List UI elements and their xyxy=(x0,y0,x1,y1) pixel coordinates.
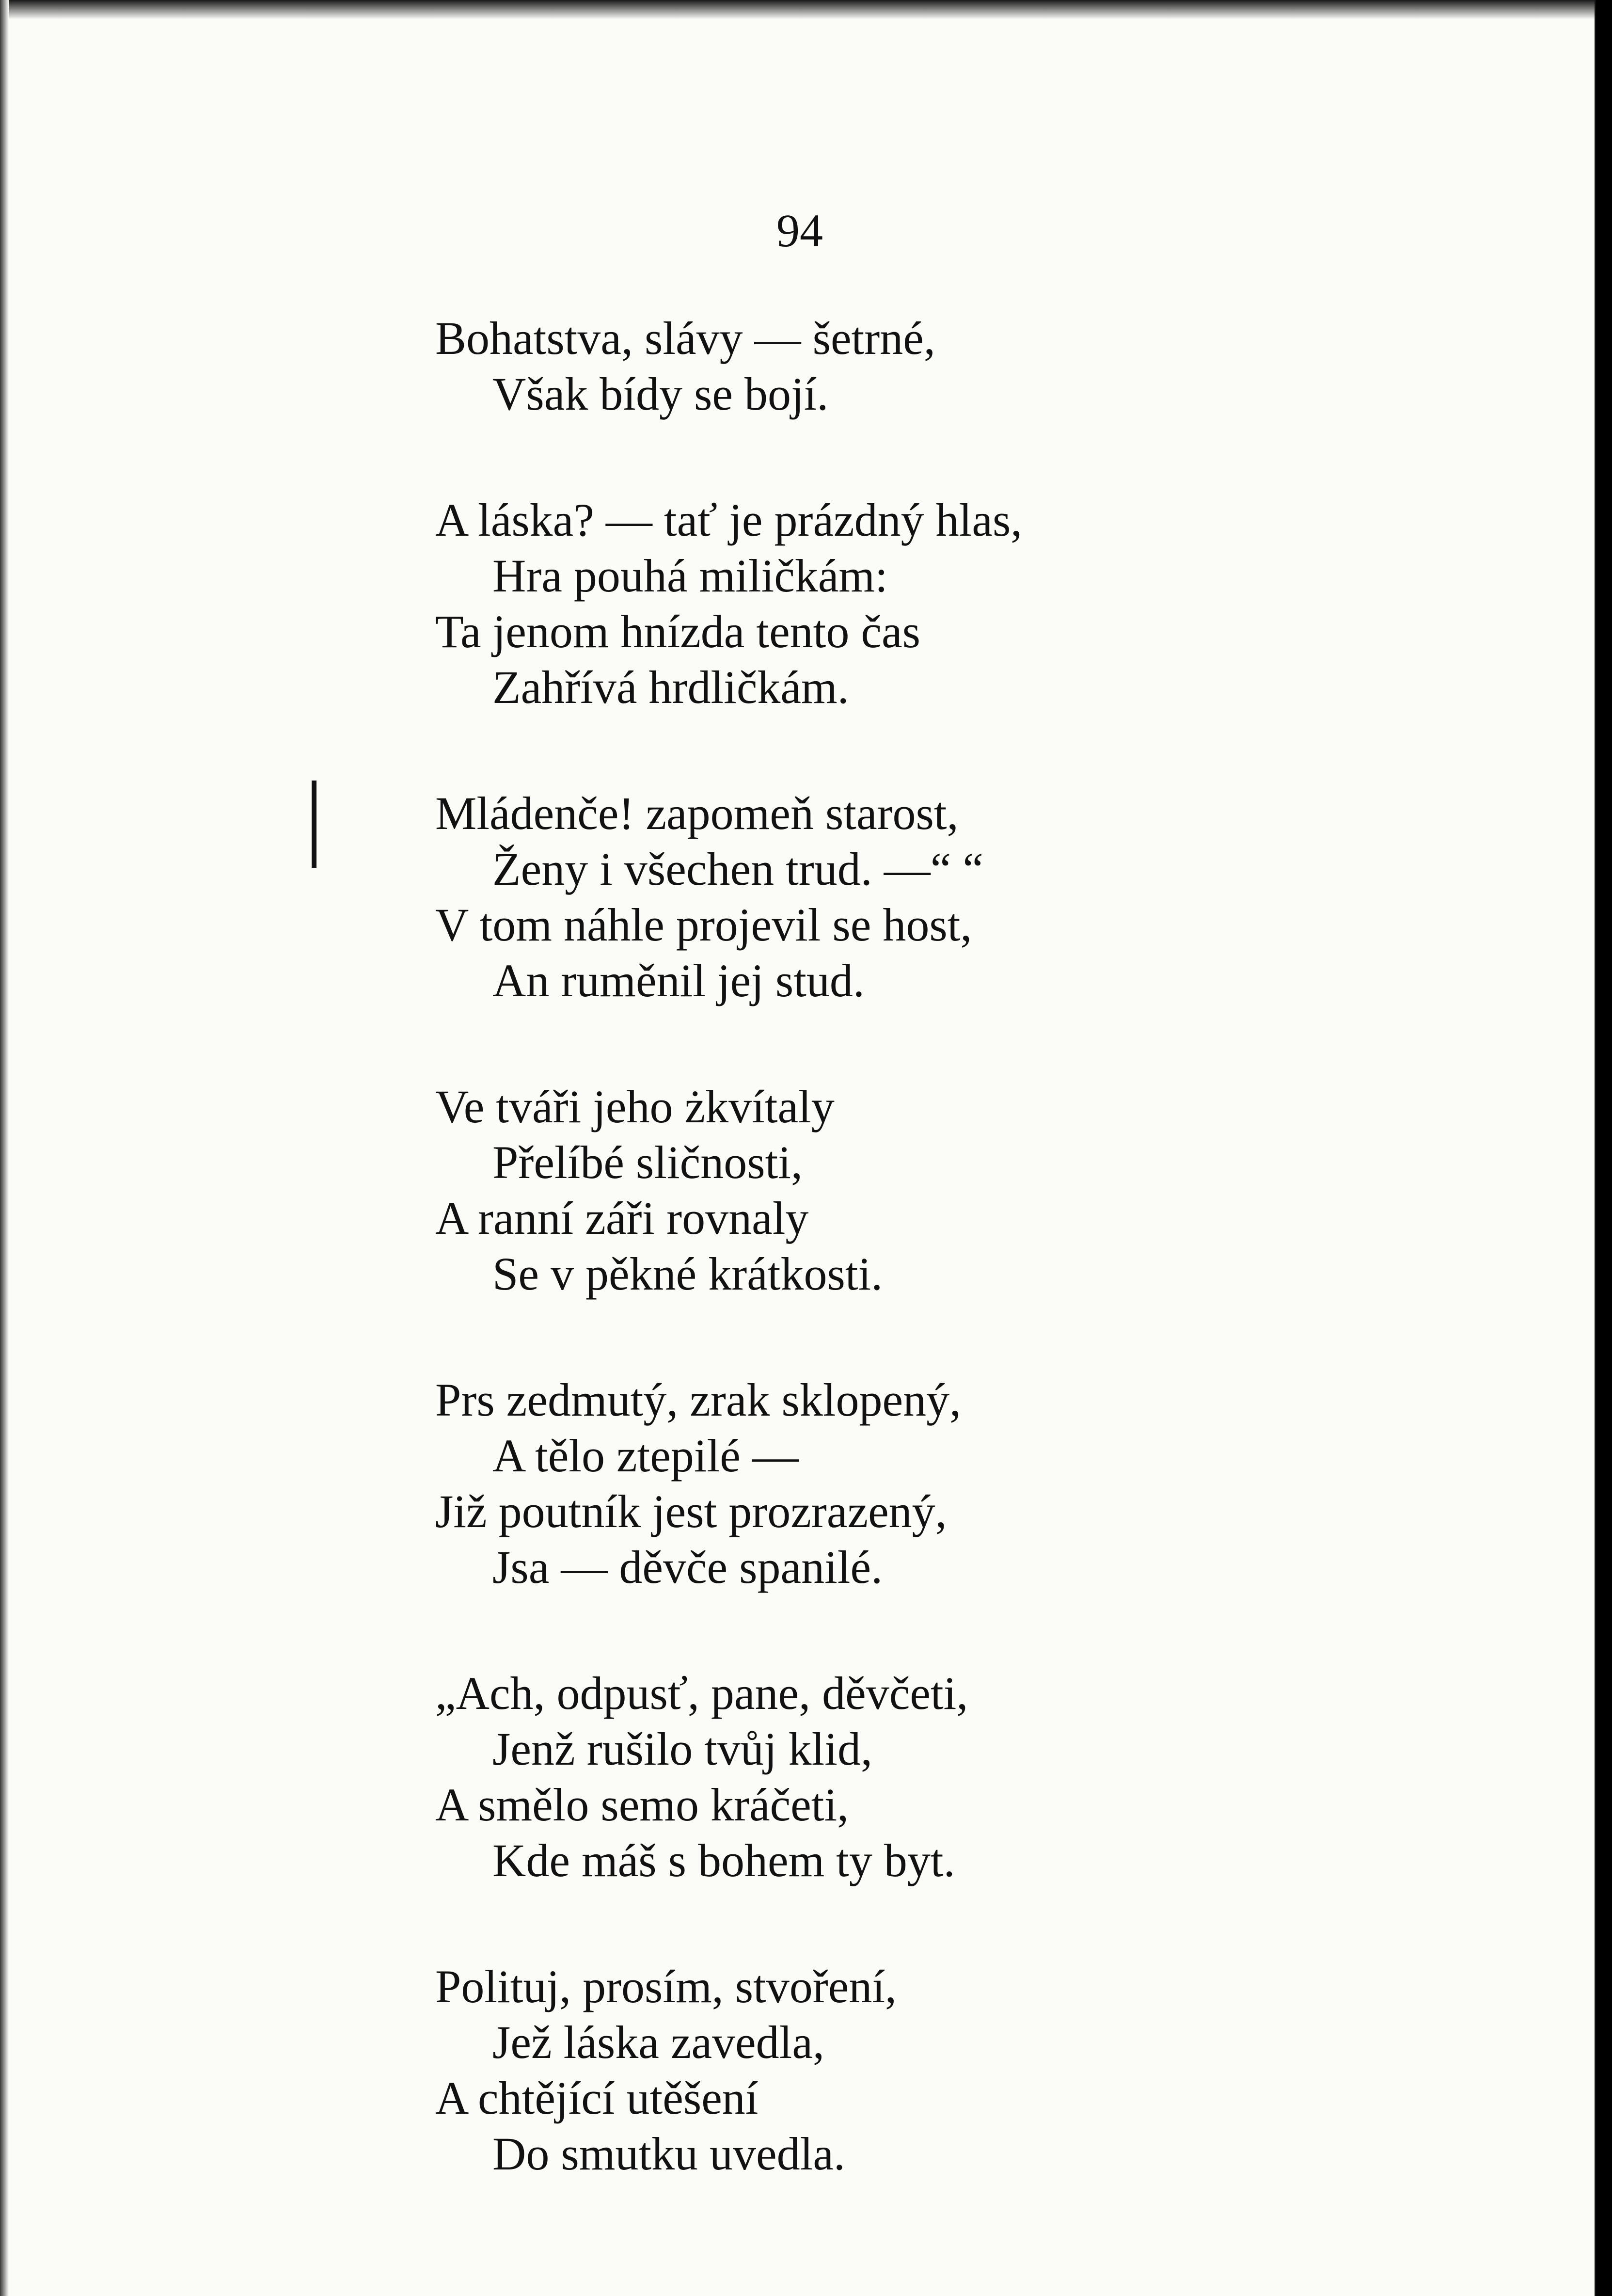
stanza xyxy=(435,785,1259,1008)
poem-line: Jež láska zavedla, xyxy=(492,2016,824,2068)
poem-line: Ta jenom hnízda tento čas xyxy=(435,606,920,657)
stanza xyxy=(435,1079,1259,1302)
page-left-edge xyxy=(0,0,9,2296)
poem-line: Jenž rušilo tvůj klid, xyxy=(492,1723,872,1775)
poem-line: Přelíbé sličnosti, xyxy=(492,1136,803,1188)
poem xyxy=(435,310,1259,2252)
poem-line: Zahřívá hrdličkám. xyxy=(492,661,849,713)
stanza xyxy=(435,310,1259,422)
poem-line: Kde máš s bohem ty byt. xyxy=(492,1834,955,1886)
poem-line: Polituj, prosím, stvoření, xyxy=(435,1961,897,2012)
stanza xyxy=(435,1959,1259,2182)
poem-line: Prs zedmutý, zrak sklopený, xyxy=(435,1374,962,1426)
poem-line: Bohatstva, slávy — šetrné, xyxy=(435,312,935,364)
poem-line: A ranní záři rovnaly xyxy=(435,1192,809,1244)
stanza xyxy=(435,1372,1259,1595)
poem-line: An ruměnil jej stud. xyxy=(492,955,865,1006)
poem-line: A láska? — tať je prázdný hlas, xyxy=(435,494,1023,546)
poem-line: Ve tváři jeho żkvítaly xyxy=(435,1081,835,1132)
poem-line: Se v pěkné krátkosti. xyxy=(492,1248,883,1300)
poem-line: A smělo semo kráčeti, xyxy=(435,1779,849,1831)
poem-line: „Ach, odpusť, pane, děvčeti, xyxy=(435,1667,968,1719)
poem-line: Již poutník jest prozrazený, xyxy=(435,1485,947,1537)
poem-line: Však bídy se bojí. xyxy=(492,368,829,420)
poem-line: V tom náhle projevil se host, xyxy=(435,899,972,951)
poem-line: Hra pouhá miličkám: xyxy=(492,550,888,602)
stanza xyxy=(435,492,1259,715)
page-number: 94 xyxy=(776,205,823,256)
page-top-edge xyxy=(0,0,1595,19)
poem-line: A tělo ztepilé — xyxy=(492,1430,799,1482)
poem-line: A chtějící utěšení xyxy=(435,2072,759,2124)
poem-line: Do smutku uvedla. xyxy=(492,2128,845,2180)
poem-line: Jsa — děvče spanilé. xyxy=(492,1541,883,1593)
stanza xyxy=(435,1665,1259,1888)
poem-line: Ženy i všechen trud. —“ “ xyxy=(492,843,983,895)
margin-mark xyxy=(312,781,316,868)
poem-line: Mládenče! zapomeň starost, xyxy=(435,787,959,839)
